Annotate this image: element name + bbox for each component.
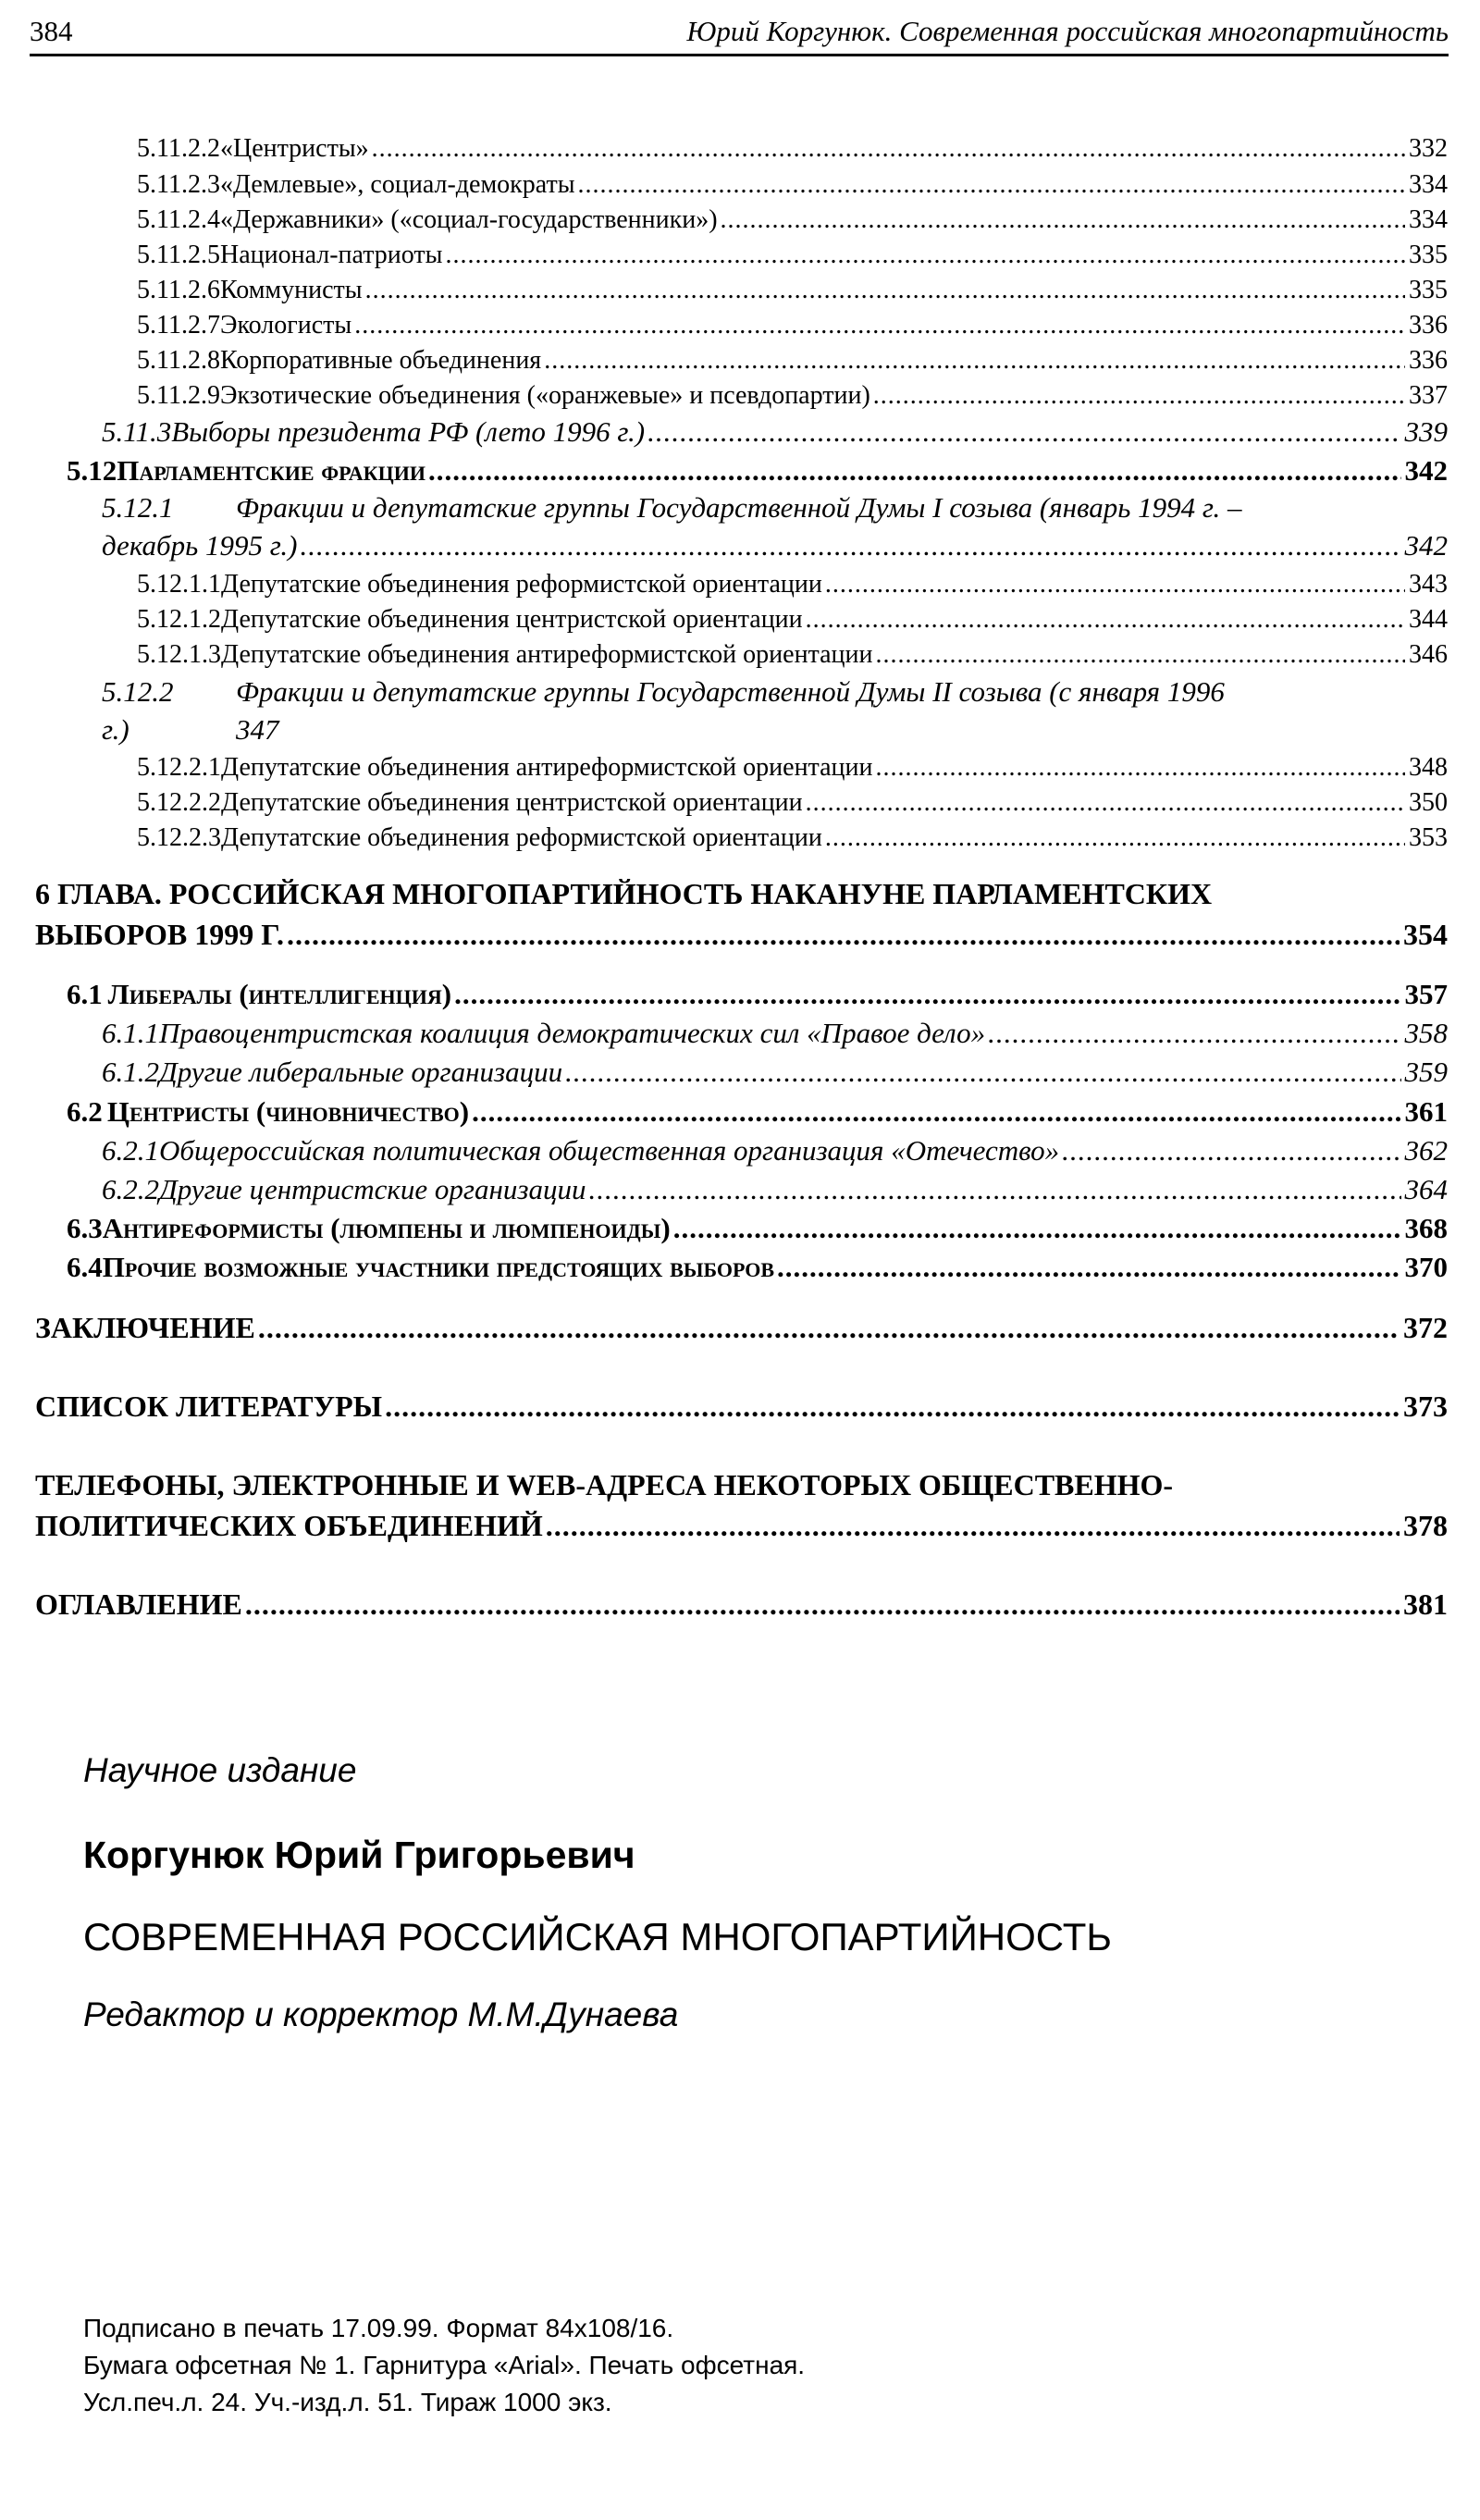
toc-entry-number: 5.12.1.3 [137,640,221,669]
toc-entry[interactable] [0,346,1448,376]
toc-entry[interactable] [0,640,1448,670]
dot-leader [472,1095,1400,1129]
toc-entry[interactable] [0,454,1448,488]
toc-entry-number: 5.11.2.7 [137,311,220,340]
dot-leader [1062,1134,1400,1167]
toc-chapter-title: ОГЛАВЛЕНИЕ [35,1587,242,1621]
toc-chapter[interactable] [35,1509,1448,1543]
toc-entry-title: Общероссийская политическая общественная организация «Отечество» [159,1134,1060,1167]
toc-entry-wrapped-first-line[interactable] [102,675,1225,709]
toc-entry-page: 381 [1403,1587,1448,1621]
toc-entry-number: 5.12.2.3 [137,823,221,852]
toc-entry-page: 347 [236,713,279,746]
toc-entry-page: 361 [1404,1095,1448,1128]
toc-entry-number: 6.1.1 [102,1017,159,1049]
colophon-line: Усл.печ.л. 24. Уч.-изд.л. 51. Тираж 1000 экз. [83,2388,612,2416]
toc-entry-number: 6.1 [67,978,103,1010]
toc-chapter-first-line[interactable] [35,877,1212,911]
dot-leader [673,1212,1401,1245]
toc-chapter-title: ЗАКЛЮЧЕНИЕ [35,1311,255,1344]
toc-entry-title: Антиреформисты (люмпены и люмпеноиды) [102,1212,671,1244]
toc-entry-title: Экзотические объединения («оранжевые» и псевдопартии) [219,381,870,410]
toc-entry-number: 5.12.2.1 [137,753,221,782]
toc-entry-page: 359 [1404,1056,1448,1088]
author-name: Коргунюк Юрий Григорьевич [83,1834,635,1876]
toc-entry-page: 354 [1403,918,1448,951]
toc-entry-page: 339 [1404,415,1448,448]
dot-leader [546,1509,1400,1543]
running-title: Юрий Коргунюк. Современная российская многопартийность [686,15,1449,47]
dot-leader [648,415,1400,449]
toc-entry-page: 362 [1404,1134,1448,1167]
toc-entry[interactable] [0,311,1448,340]
toc-entry[interactable] [0,1212,1448,1245]
toc-entry[interactable] [0,823,1448,853]
toc-entry-title: декабрь 1995 г.) [102,529,298,562]
dot-leader [454,978,1400,1011]
dot-leader [876,753,1405,783]
running-header [30,9,1449,56]
toc-entry-page: 372 [1403,1311,1448,1344]
dot-leader [287,918,1400,952]
dot-leader [445,241,1405,270]
toc-entry[interactable] [0,381,1448,411]
colophon [83,2310,805,2421]
toc-chapter[interactable] [35,1311,1448,1345]
editor-credit: Редактор и корректор М.М.Дунаева [83,1995,679,2033]
toc-entry-page: 357 [1404,978,1448,1010]
toc-entry-page: 368 [1404,1212,1448,1244]
toc-entry-number: 6.2.1 [102,1134,159,1167]
toc-entry-title: Другие центристские организации [159,1173,586,1205]
toc-chapter-title: 6 ГЛАВА. РОССИЙСКАЯ МНОГОПАРТИЙНОСТЬ НАКАНУНЕ ПАРЛАМЕНТСКИХ [35,877,1213,910]
toc-entry[interactable] [0,1095,1448,1129]
dot-leader [777,1251,1400,1284]
toc-entry-number: 5.12.1.2 [137,605,221,634]
colophon-line: Подписано в печать 17.09.99. Формат 84x108/16. [83,2314,674,2342]
toc-chapter-title: ТЕЛЕФОНЫ, ЭЛЕКТРОННЫЕ И WEB-АДРЕСА НЕКОТОРЫХ ОБЩЕСТВЕННО- [35,1468,1174,1501]
toc-chapter[interactable] [35,1587,1448,1622]
dot-leader [428,454,1401,488]
toc-entry-page: 364 [1404,1173,1448,1205]
toc-entry-number: 5.11.2.8 [137,346,220,375]
dot-leader [245,1587,1400,1622]
toc-entry-title: Депутатские объединения антиреформистской ориентации [221,753,873,782]
toc-entry-title: Депутатские объединения центристской ориентации [221,788,803,817]
dot-leader [354,311,1405,340]
dot-leader [588,1173,1400,1206]
toc-entry-title: Депутатские объединения антиреформистской ориентации [221,640,873,669]
toc-entry[interactable] [0,415,1448,449]
toc-entry-page: 336 [1409,311,1448,340]
toc-chapter-title: ВЫБОРОВ 1999 Г. [35,918,284,951]
toc-entry[interactable] [0,276,1448,305]
colophon-line: Бумага офсетная № 1. Гарнитура «Arial». Печать офсетная. [83,2351,806,2379]
toc-entry-page: 343 [1409,570,1448,599]
toc-entry-title: Либералы (интеллигенция) [107,978,452,1010]
toc-entry[interactable] [0,170,1448,200]
toc-entry-title: г.) [102,713,130,746]
toc-entry-number: 5.11.2.3 [137,170,220,199]
toc-entry[interactable] [0,1056,1448,1089]
toc-entry-title: Депутатские объединения реформистской ориентации [221,570,822,599]
toc-entry-number: 5.12.2 [102,675,174,708]
toc-entry-title: Национал-патриоты [219,241,443,269]
toc-entry-page: 353 [1409,823,1448,852]
toc-entry-title: Парламентские фракции [117,454,426,487]
dot-leader [806,788,1405,818]
toc-entry-page: 336 [1409,346,1448,375]
toc-chapter[interactable] [35,1390,1448,1424]
toc-entry-number: 5.11.2.9 [137,381,220,410]
toc-entry-number: 6.2 [67,1095,103,1128]
dot-leader [988,1017,1400,1050]
toc-entry-wrapped-last-line[interactable] [102,529,1448,562]
toc-entry-title: «Центристы» [219,134,369,163]
toc-entry-number: 6.3 [67,1212,103,1244]
dot-leader [876,640,1405,670]
toc-entry[interactable] [0,1173,1448,1206]
toc-entry-number: 5.11.2.4 [137,205,220,234]
toc-entry-page: 358 [1404,1017,1448,1049]
dot-leader [372,134,1405,164]
toc-chapter-title: СПИСОК ЛИТЕРАТУРЫ [35,1390,383,1423]
page-number: 384 [30,15,73,47]
toc-entry-number: 6.1.2 [102,1056,159,1088]
toc-entry-title: Корпоративные объединения [219,346,542,375]
toc-entry-page: 373 [1403,1390,1448,1423]
toc-entry[interactable] [0,1251,1448,1284]
publication-type: Научное издание [83,1751,357,1789]
toc-entry-title: Правоцентристская коалиция демократических сил «Правое дело» [159,1017,986,1049]
toc-entry-title: Центристы (чиновничество) [106,1095,470,1128]
toc-entry[interactable] [0,605,1448,635]
toc-entry-wrapped-first-line[interactable] [102,491,1242,525]
toc-entry-title: «Державники» («социал-государственники») [219,205,718,234]
toc-entry-title: Экологисты [219,311,352,340]
toc-entry-number: 5.12.1.1 [137,570,221,599]
toc-entry-page: 334 [1409,205,1448,234]
toc-entry-number: 6.2.2 [102,1173,159,1205]
toc-entry-page: 332 [1409,134,1448,163]
toc-entry[interactable] [0,241,1448,270]
toc-entry-page: 335 [1409,276,1448,304]
toc-entry-page: 334 [1409,170,1448,199]
toc-entry-number: 5.11.2.5 [137,241,220,269]
toc-entry-number: 5.11.2.2 [137,134,220,163]
toc-entry[interactable] [0,753,1448,783]
toc-entry[interactable] [0,205,1448,235]
dot-leader [825,570,1405,599]
toc-entry-page: 337 [1409,381,1448,410]
toc-entry-title: Коммунисты [219,276,363,304]
toc-entry[interactable] [0,1017,1448,1050]
toc-chapter-title: ПОЛИТИЧЕСКИХ ОБЪЕДИНЕНИЙ [35,1509,543,1542]
dot-leader [825,823,1405,853]
dot-leader [385,1390,1400,1424]
toc-chapter-first-line[interactable] [35,1468,1173,1502]
toc-entry-title: «Демлевые», социал-демократы [219,170,575,199]
toc-entry[interactable] [0,1134,1448,1167]
toc-entry-page: 342 [1404,529,1448,562]
dot-leader [806,605,1405,635]
toc-entry[interactable] [0,570,1448,599]
dot-leader [873,381,1405,411]
toc-entry-number: 5.12.1 [102,491,174,524]
dot-leader [365,276,1405,305]
toc-entry-number: 5.11.2.6 [137,276,220,304]
toc-entry-number: 5.12 [67,454,117,487]
toc-entry-number: 5.11.3 [102,415,172,448]
toc-entry-page: 335 [1409,241,1448,269]
toc-entry-page: 350 [1409,788,1448,817]
toc-entry-title: Фракции и депутатские группы Государственной Думы I созыва (январь 1994 г. – [236,491,1242,524]
toc-entry-title: Выборы президента РФ (лето 1996 г.) [171,415,646,448]
toc-entry-title: Прочие возможные участники предстоящих выборов [102,1251,775,1283]
toc-entry-title: Фракции и депутатские группы Государственной Думы II созыва (с января 1996 [236,675,1225,708]
toc-entry-title: Депутатские объединения реформистской ориентации [221,823,822,852]
book-title: СОВРЕМЕННАЯ РОССИЙСКАЯ МНОГОПАРТИЙНОСТЬ [83,1915,1112,1958]
dot-leader [721,205,1405,235]
toc-chapter[interactable] [35,918,1448,952]
toc-entry-number: 5.12.2.2 [137,788,221,817]
dot-leader [565,1056,1400,1089]
dot-leader [544,346,1405,376]
toc-entry-page: 342 [1404,454,1448,487]
toc-entry-wrapped-last-line[interactable] [102,713,279,747]
dot-leader [258,1311,1400,1345]
dot-leader [578,170,1405,200]
toc-entry-number: 6.4 [67,1251,103,1283]
toc-entry[interactable] [0,134,1448,164]
toc-entry-page: 348 [1409,753,1448,782]
toc-entry-page: 378 [1403,1509,1448,1542]
toc-entry[interactable] [0,978,1448,1011]
toc-entry-page: 344 [1409,605,1448,634]
toc-entry-page: 370 [1404,1251,1448,1283]
toc-entry[interactable] [0,788,1448,818]
toc-entry-title: Депутатские объединения центристской ориентации [221,605,803,634]
dot-leader [301,529,1401,562]
toc-entry-title: Другие либеральные организации [159,1056,563,1088]
toc-entry-page: 346 [1409,640,1448,669]
